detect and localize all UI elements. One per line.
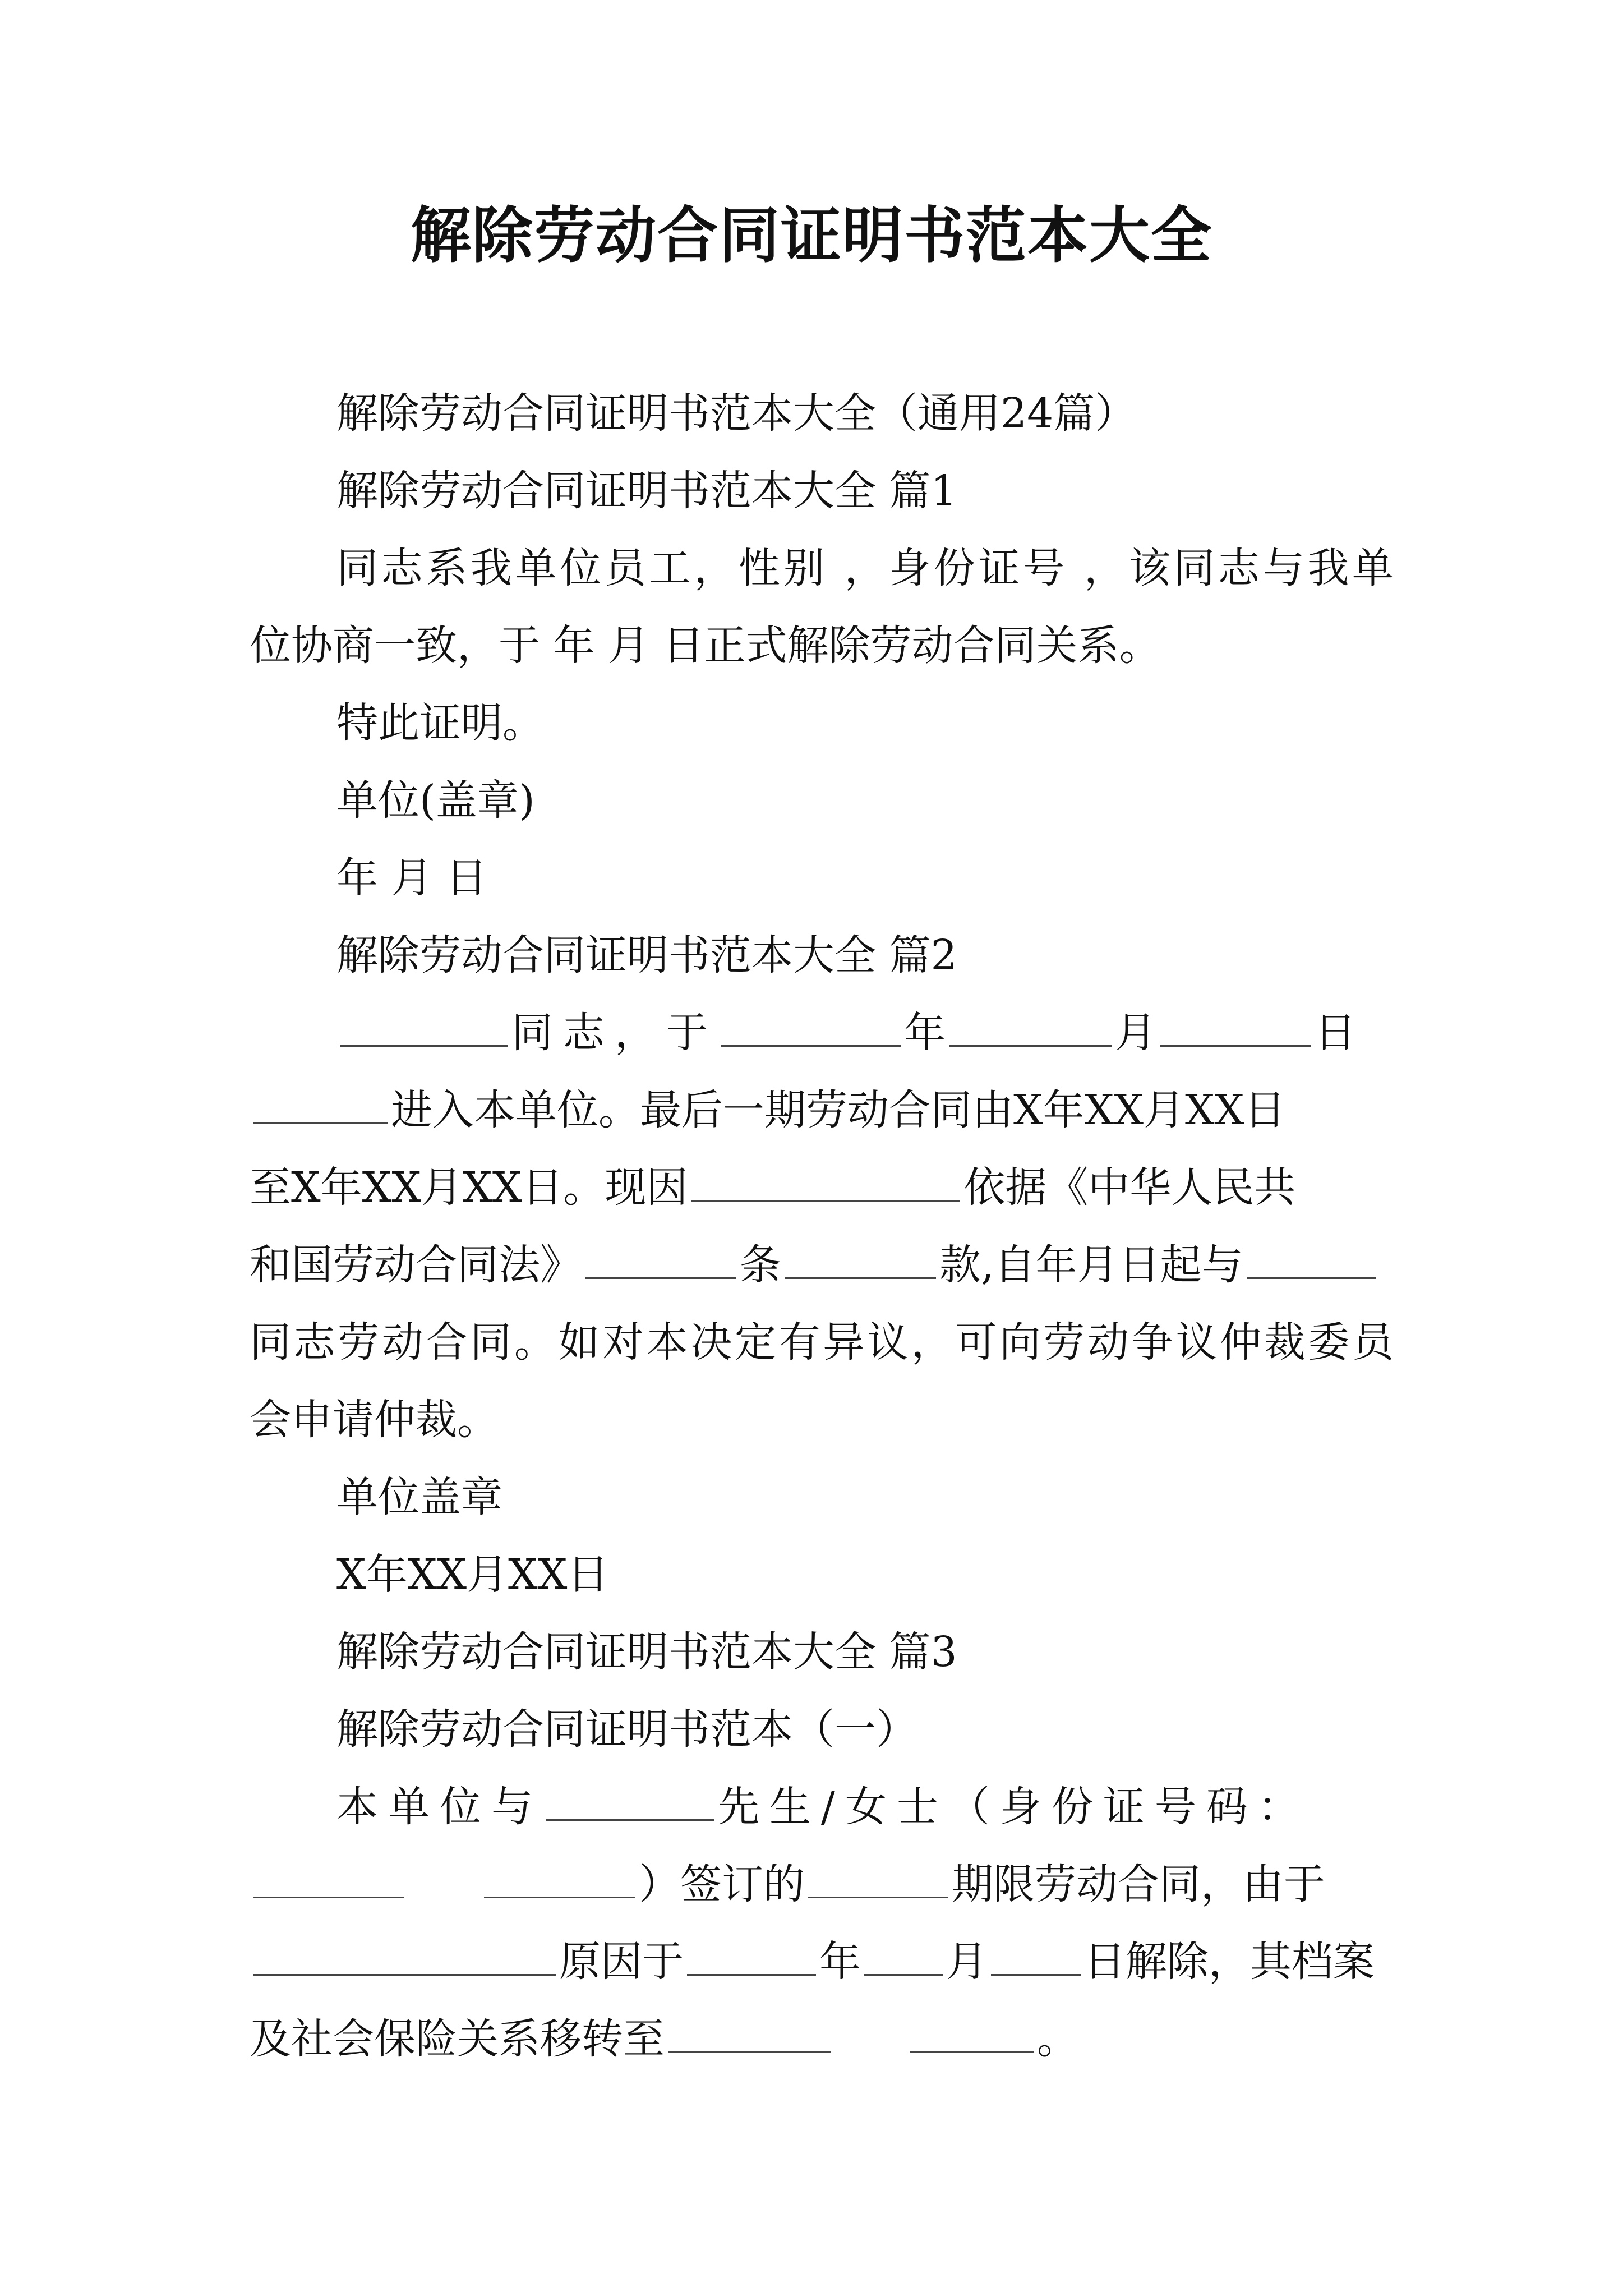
doc-subtitle: 解除劳动合同证明书范本大全（通用24篇） [336, 389, 1137, 438]
section-subheading: 解除劳动合同证明书范本（一） [336, 1705, 917, 1754]
paragraph-line: 年 月 日 [336, 854, 488, 902]
paragraph-line: 进入本单位。最后一期劳动合同由X年XX月XX日 [250, 1071, 1394, 1149]
signature-date: X年XX月XX日 [336, 1550, 609, 1599]
fill-blank [546, 1783, 714, 1821]
fill-blank [691, 1164, 960, 1202]
fill-blank [1160, 1009, 1311, 1047]
paragraph-line: 原因于 年 月 日解除，其档案 [250, 1923, 1394, 2000]
paragraph-line: 位协商一致，于 年 月 日正式解除劳动合同关系。 [250, 622, 1161, 670]
fill-blank [910, 2016, 1034, 2053]
fill-blank [864, 1938, 943, 1976]
paragraph-line: 特此证明。 [336, 699, 544, 747]
paragraph-line: ）签订的 期限劳动合同，由于 [250, 1846, 1394, 1923]
paragraph-line: 同志，于 年 月 日 [250, 994, 1394, 1071]
paragraph-line: 同志劳动合同。如对本决定有异议，可向劳动争议仲裁委员 [250, 1318, 1394, 1366]
paragraph-line: 本单位与 先生/女士（身份证号码： [336, 1783, 1310, 1831]
paragraph-line: 同志系我单位员工，性别 ，身份证号 ，该同志与我单 [336, 544, 1394, 592]
fill-blank [991, 1938, 1081, 1976]
fill-blank [253, 1938, 556, 1976]
fill-blank [785, 1241, 936, 1279]
fill-blank [484, 1861, 635, 1898]
signature-stamp: 单位盖章 [336, 1473, 502, 1521]
fill-blank [721, 1009, 901, 1047]
fill-blank [253, 1087, 388, 1124]
section-heading-1: 解除劳动合同证明书范本大全 篇1 [336, 467, 957, 515]
paragraph-line: 会申请仲裁。 [250, 1396, 499, 1444]
section-heading-3: 解除劳动合同证明书范本大全 篇3 [336, 1628, 957, 1676]
fill-blank [687, 1938, 816, 1976]
page-title: 解除劳动合同证明书范本大全 [410, 200, 1212, 271]
fill-blank [585, 1241, 736, 1279]
fill-blank [340, 1009, 508, 1047]
section-heading-2: 解除劳动合同证明书范本大全 篇2 [336, 931, 957, 979]
paragraph-line: 及社会保险关系移转至 。 [250, 2015, 1078, 2063]
document-body [250, 375, 1394, 2078]
fill-blank [808, 1861, 948, 1898]
fill-blank [253, 1861, 404, 1898]
paragraph-line: 至X年XX月XX日。现因 依据《中华人民共 [250, 1163, 1296, 1212]
paragraph-line: 单位(盖章) [336, 776, 535, 825]
fill-blank [1247, 1241, 1376, 1279]
fill-blank [949, 1009, 1112, 1047]
fill-blank [668, 2016, 831, 2053]
paragraph-line: 和国劳动合同法》 条 款,自年月日起与 [250, 1226, 1394, 1304]
